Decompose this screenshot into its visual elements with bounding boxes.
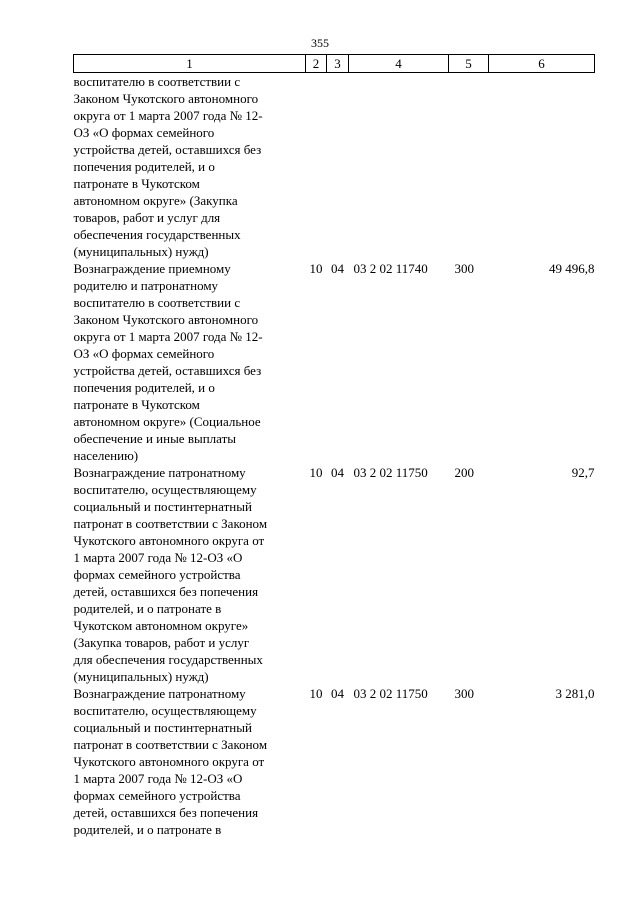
expense-name-cell: Вознаграждение патронатному воспитателю, осуществляющему социальный и постинтернатный патронат в соответствии с Законом Чукотского автономного округа от 1 марта 2007 года № 12-ОЗ «О формах семейного устройства детей, оставшихся без попечения родителей, и о патронате в Чукотском автономном округе» (Закупка товаров, работ и услуг для обеспечения государственных (муниципальных) нужд) (73, 465, 268, 684)
table-header-row (74, 55, 595, 73)
subsection-cell: 04 (331, 686, 344, 701)
expense-name-cell: воспитателю в соответствии с Законом Чукотского автономного округа от 1 марта 2007 года № 12- ОЗ «О формах семейного устройства детей, оставшихся без попечения родителей, и о патронате в Чукотском автономном округе» (Закупка товаров, работ и услуг для обеспечения государственных (муниципальных) нужд) (73, 74, 263, 259)
expense-type-cell: 300 (454, 686, 474, 701)
amount-cell (489, 73, 595, 261)
table-row (74, 260, 595, 464)
target-article-cell: 03 2 02 11750 (353, 686, 428, 701)
table-row (74, 73, 595, 261)
target-article-cell: 03 2 02 11750 (353, 465, 428, 480)
table-row (74, 464, 595, 685)
column-header: 2 (306, 55, 327, 73)
expense-type-cell: 300 (454, 261, 474, 276)
expense-name-cell: Вознаграждение патронатному воспитателю, осуществляющему социальный и постинтернатный патронат в соответствии с Законом Чукотского автономного округа от 1 марта 2007 года № 12-ОЗ «О формах семейного устройства детей, оставшихся без попечения родителей, и о патронате в (73, 686, 268, 837)
column-header: 5 (449, 55, 489, 73)
column-header: 4 (349, 55, 449, 73)
amount-cell: 3 281,0 (555, 686, 595, 701)
table-row (74, 685, 595, 838)
amount-cell: 92,7 (571, 465, 595, 480)
budget-table (73, 54, 595, 838)
column-header: 6 (489, 55, 595, 73)
column-header: 1 (74, 55, 306, 73)
section-cell (306, 73, 327, 261)
subsection-cell: 04 (331, 465, 344, 480)
column-header: 3 (327, 55, 349, 73)
subsection-cell: 04 (331, 261, 344, 276)
page-number: 355 (311, 36, 329, 50)
section-cell: 10 (309, 465, 323, 480)
section-cell: 10 (309, 261, 323, 276)
amount-cell: 49 496,8 (549, 261, 595, 276)
subsection-cell (327, 73, 349, 261)
section-cell: 10 (309, 686, 323, 701)
expense-type-cell: 200 (454, 465, 474, 480)
expense-name-cell: Вознаграждение приемному родителю и патронатному воспитателю в соответствии с Законом Чукотского автономного округа от 1 марта 2007 года № 12- ОЗ «О формах семейного устройства детей, оставшихся без попечения родителей, и о патронате в Чукотском автономном округе» (Социальное обеспечение и иные выплаты населению) (73, 261, 263, 463)
target-article-cell: 03 2 02 11740 (353, 261, 428, 276)
expense-type-cell (449, 73, 489, 261)
target-article-cell (349, 73, 449, 261)
